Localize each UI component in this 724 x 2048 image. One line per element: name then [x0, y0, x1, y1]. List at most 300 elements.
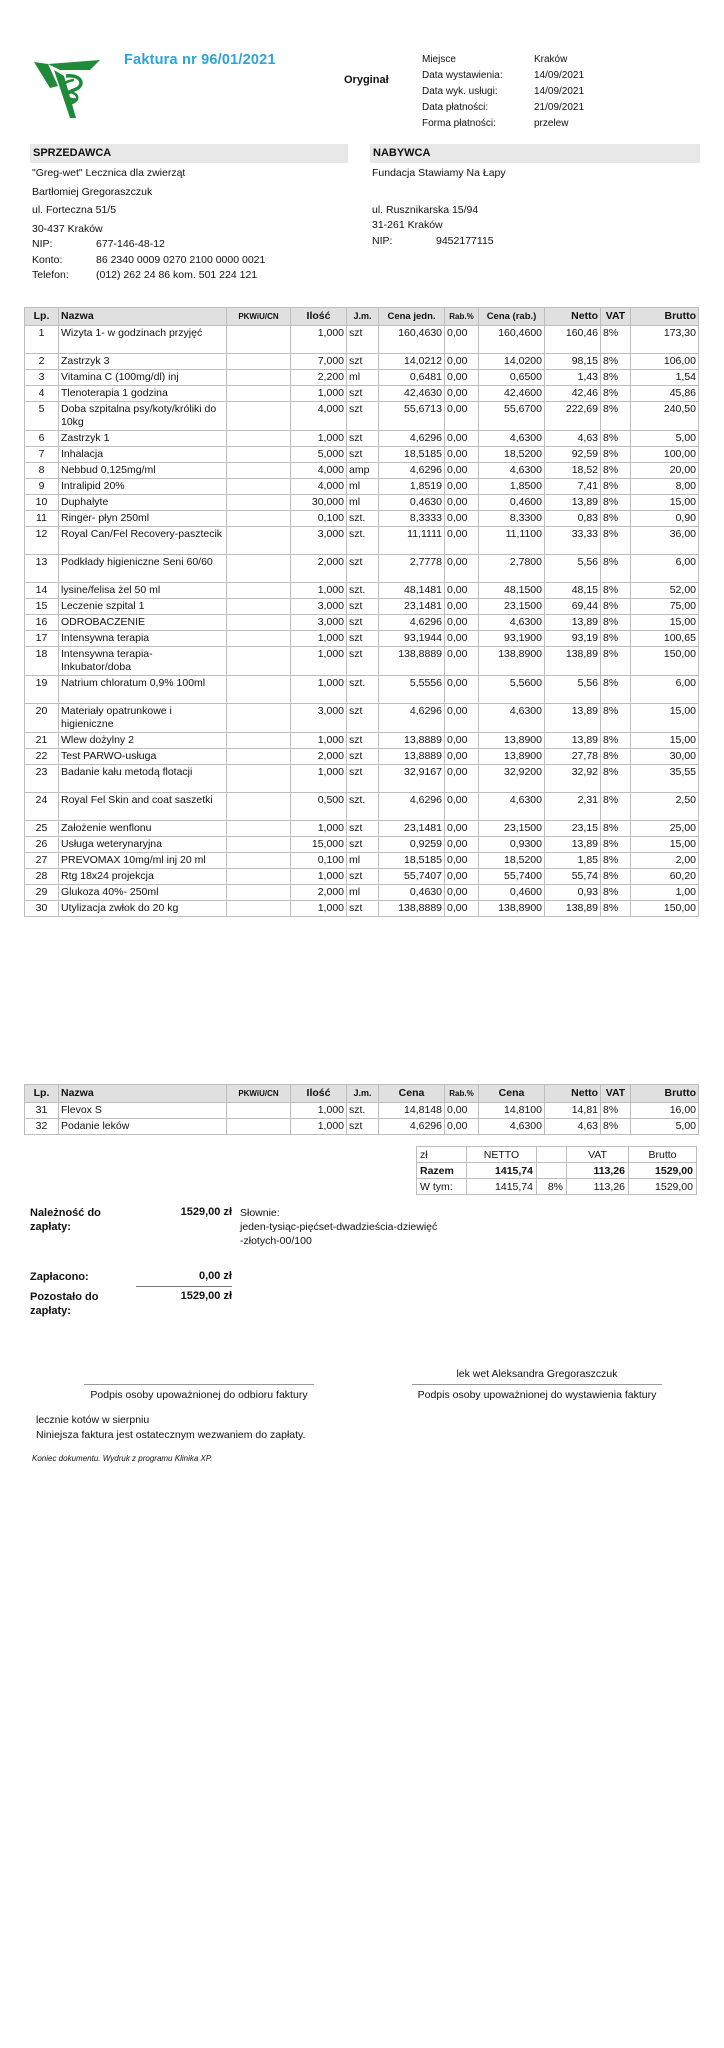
- seller-heading: SPRZEDAWCA: [30, 144, 348, 163]
- seller-account: [32, 253, 352, 269]
- cell-lp: 20: [25, 704, 59, 733]
- cell-rab: 0,00: [445, 733, 479, 749]
- cell-rab: 0,00: [445, 837, 479, 853]
- cell-pkwiu: [227, 615, 291, 631]
- cell-gross: 2,50: [631, 793, 699, 821]
- table-row: [25, 793, 699, 821]
- cell-rab: 0,00: [445, 402, 479, 431]
- cell-net: 92,59: [545, 447, 601, 463]
- cell-net: 1,43: [545, 370, 601, 386]
- cell-unit: szt: [347, 869, 379, 885]
- cell-pkwiu: [227, 853, 291, 869]
- cell-name: Wizyta 1- w godzinach przyjęć: [59, 326, 227, 354]
- cell-unit: szt: [347, 837, 379, 853]
- table-row: [25, 733, 699, 749]
- cell-rab: 0,00: [445, 1103, 479, 1119]
- cell-net: 1,85: [545, 853, 601, 869]
- cell-net: 55,74: [545, 869, 601, 885]
- cell-name: Zastrzyk 3: [59, 354, 227, 370]
- cell-name: Założenie wenflonu: [59, 821, 227, 837]
- remaining-value: 1529,00 zł: [180, 1290, 232, 1302]
- cell-net: 13,89: [545, 704, 601, 733]
- col-price: Cena jedn.: [379, 308, 445, 326]
- cell-price-rab: 0,9300: [479, 837, 545, 853]
- cell-gross: 150,00: [631, 901, 699, 917]
- cell-pkwiu: [227, 631, 291, 647]
- buyer-name: Fundacja Stawiamy Na Łapy: [372, 167, 506, 179]
- cell-qty: 4,000: [291, 479, 347, 495]
- cell-rab: 0,00: [445, 555, 479, 583]
- cell-name: Utylizacja zwłok do 20 kg: [59, 901, 227, 917]
- cell-qty: 4,000: [291, 402, 347, 431]
- cell-price: 11,1111: [379, 527, 445, 555]
- cell-qty: 3,000: [291, 704, 347, 733]
- cell-net: 23,15: [545, 821, 601, 837]
- table-row: [25, 647, 699, 676]
- cell-unit: szt: [347, 555, 379, 583]
- cell-price-rab: 42,4600: [479, 386, 545, 402]
- cell-gross: 0,90: [631, 511, 699, 527]
- cell-price: 55,7407: [379, 869, 445, 885]
- cell-lp: 29: [25, 885, 59, 901]
- cell-lp: 13: [25, 555, 59, 583]
- cell-price: 4,6296: [379, 1119, 445, 1135]
- cell-price: 0,9259: [379, 837, 445, 853]
- cell-rab: 0,00: [445, 704, 479, 733]
- table-row: [25, 326, 699, 354]
- cell-qty: 1,000: [291, 1119, 347, 1135]
- cell-price-rab: 0,4600: [479, 885, 545, 901]
- cell-rab: 0,00: [445, 765, 479, 793]
- cell-lp: 27: [25, 853, 59, 869]
- table-row: [25, 431, 699, 447]
- cell-net: 160,46: [545, 326, 601, 354]
- cell-gross: 15,00: [631, 704, 699, 733]
- cell-gross: 15,00: [631, 495, 699, 511]
- cell-price-rab: 5,5600: [479, 676, 545, 704]
- cell-net: 98,15: [545, 354, 601, 370]
- buyer-nip-label: NIP:: [372, 234, 393, 247]
- cell-price: 1,8519: [379, 479, 445, 495]
- cell-price-rab: 11,1100: [479, 527, 545, 555]
- cell-vat: 8%: [601, 853, 631, 869]
- cell-gross: 8,00: [631, 479, 699, 495]
- cell-pkwiu: [227, 733, 291, 749]
- issuer-signature-caption: Podpis osoby upoważnionej do wystawienia faktury: [417, 1389, 657, 1401]
- cell-pkwiu: [227, 676, 291, 704]
- table-row: [25, 676, 699, 704]
- cell-unit: szt.: [347, 527, 379, 555]
- seller-nip: [32, 237, 352, 253]
- table-row: [25, 885, 699, 901]
- meta-place: [422, 52, 654, 68]
- amount-due-label: Należność do zapłaty:: [30, 1207, 101, 1233]
- cell-rab: 0,00: [445, 631, 479, 647]
- seller-owner: Bartłomiej Gregoraszczuk: [32, 185, 153, 198]
- cell-rab: 0,00: [445, 615, 479, 631]
- summary-of-vat: 113,26: [567, 1179, 629, 1195]
- cell-unit: szt: [347, 431, 379, 447]
- cell-price-rab: 138,8900: [479, 901, 545, 917]
- cell-price-rab: 14,8100: [479, 1103, 545, 1119]
- cell-qty: 0,100: [291, 511, 347, 527]
- cell-lp: 28: [25, 869, 59, 885]
- cell-net: 42,46: [545, 386, 601, 402]
- cell-net: 13,89: [545, 495, 601, 511]
- cell-lp: 12: [25, 527, 59, 555]
- summary-gross-header: Brutto: [629, 1147, 697, 1163]
- cell-vat: 8%: [601, 869, 631, 885]
- cell-price-rab: 160,4600: [479, 326, 545, 354]
- cell-vat: 8%: [601, 599, 631, 615]
- cell-net: 48,15: [545, 583, 601, 599]
- cell-unit: ml: [347, 479, 379, 495]
- cell-vat: 8%: [601, 447, 631, 463]
- table-row: [25, 555, 699, 583]
- cell-unit: szt: [347, 733, 379, 749]
- cell-rab: 0,00: [445, 326, 479, 354]
- cell-pkwiu: [227, 431, 291, 447]
- document-footer: Koniec dokumentu. Wydruk z programu Klinika XP.: [32, 1454, 213, 1463]
- cell-rab: 0,00: [445, 885, 479, 901]
- cell-price: 23,1481: [379, 599, 445, 615]
- cell-net: 32,92: [545, 765, 601, 793]
- cell-pkwiu: [227, 447, 291, 463]
- cell-gross: 100,65: [631, 631, 699, 647]
- cell-qty: 1,000: [291, 765, 347, 793]
- words-line-2: -złotych-00/100: [240, 1235, 312, 1247]
- cell-price-rab: 13,8900: [479, 733, 545, 749]
- paid-underline: [136, 1286, 232, 1287]
- meta-label: Forma płatności:: [422, 118, 496, 129]
- cell-gross: 173,30: [631, 326, 699, 354]
- cell-net: 4,63: [545, 1119, 601, 1135]
- cell-lp: 19: [25, 676, 59, 704]
- cell-unit: szt: [347, 1119, 379, 1135]
- cell-price: 5,5556: [379, 676, 445, 704]
- table-row: [25, 463, 699, 479]
- issuer-name: lek wet Aleksandra Gregoraszczuk: [456, 1368, 618, 1380]
- col-gross: Brutto: [631, 1085, 699, 1103]
- cell-price: 160,4630: [379, 326, 445, 354]
- cell-lp: 11: [25, 511, 59, 527]
- cell-unit: szt.: [347, 676, 379, 704]
- cell-pkwiu: [227, 555, 291, 583]
- col-qty: Ilość: [291, 308, 347, 326]
- cell-vat: 8%: [601, 733, 631, 749]
- cell-price: 55,6713: [379, 402, 445, 431]
- note-line-2: Niniejsza faktura jest ostatecznym wezwaniem do zapłaty.: [36, 1429, 306, 1441]
- col-vat: VAT: [601, 1085, 631, 1103]
- cell-vat: 8%: [601, 386, 631, 402]
- cell-vat: 8%: [601, 837, 631, 853]
- cell-gross: 15,00: [631, 837, 699, 853]
- cell-rab: 0,00: [445, 599, 479, 615]
- cell-net: 13,89: [545, 733, 601, 749]
- cell-name: Zastrzyk 1: [59, 431, 227, 447]
- cell-pkwiu: [227, 901, 291, 917]
- cell-unit: szt: [347, 704, 379, 733]
- cell-unit: szt: [347, 326, 379, 354]
- cell-net: 7,41: [545, 479, 601, 495]
- col-name: Nazwa: [59, 1085, 227, 1103]
- meta-issue-date: [422, 68, 654, 84]
- summary-total-net: 1415,74: [467, 1163, 537, 1179]
- cell-vat: 8%: [601, 555, 631, 583]
- cell-gross: 35,55: [631, 765, 699, 793]
- cell-rab: 0,00: [445, 1119, 479, 1135]
- table-row: [25, 853, 699, 869]
- seller-phone: [32, 268, 352, 284]
- cell-price: 48,1481: [379, 583, 445, 599]
- cell-qty: 1,000: [291, 676, 347, 704]
- cell-price-rab: 55,7400: [479, 869, 545, 885]
- cell-gross: 15,00: [631, 615, 699, 631]
- summary-total-gross: 1529,00: [629, 1163, 697, 1179]
- cell-price: 18,5185: [379, 853, 445, 869]
- cell-rab: 0,00: [445, 527, 479, 555]
- col-vat: VAT: [601, 308, 631, 326]
- cell-price: 4,6296: [379, 704, 445, 733]
- cell-vat: 8%: [601, 463, 631, 479]
- cell-gross: 60,20: [631, 869, 699, 885]
- issuer-signature-line: [412, 1384, 662, 1385]
- cell-qty: 15,000: [291, 837, 347, 853]
- amount-in-words: [240, 1206, 480, 1248]
- cell-qty: 0,500: [291, 793, 347, 821]
- cell-name: Nebbud 0,125mg/ml: [59, 463, 227, 479]
- cell-pkwiu: [227, 704, 291, 733]
- cell-name: Intensywna terapia- Inkubator/doba: [59, 647, 227, 676]
- col-rab: Rab.%: [445, 308, 479, 326]
- cell-qty: 1,000: [291, 631, 347, 647]
- cell-price: 4,6296: [379, 615, 445, 631]
- cell-qty: 7,000: [291, 354, 347, 370]
- cell-unit: szt: [347, 631, 379, 647]
- cell-vat: 8%: [601, 511, 631, 527]
- cell-net: 138,89: [545, 647, 601, 676]
- cell-unit: szt.: [347, 1103, 379, 1119]
- cell-name: Royal Can/Fel Recovery-pasztecik: [59, 527, 227, 555]
- table-row: [25, 402, 699, 431]
- cell-lp: 2: [25, 354, 59, 370]
- cell-pkwiu: [227, 527, 291, 555]
- cell-vat: 8%: [601, 765, 631, 793]
- cell-vat: 8%: [601, 704, 631, 733]
- cell-lp: 16: [25, 615, 59, 631]
- cell-gross: 1,54: [631, 370, 699, 386]
- cell-gross: 5,00: [631, 431, 699, 447]
- table-row: [25, 583, 699, 599]
- words-line-1: jeden-tysiąc-pięćset-dwadzieścia-dziewięć: [240, 1221, 438, 1233]
- items-table-continued: [24, 1084, 699, 1135]
- clinic-logo-icon: [30, 56, 104, 120]
- cell-vat: 8%: [601, 793, 631, 821]
- cell-unit: szt: [347, 599, 379, 615]
- cell-unit: szt: [347, 749, 379, 765]
- seller-block: [32, 166, 352, 284]
- cell-price: 23,1481: [379, 821, 445, 837]
- cell-pkwiu: [227, 869, 291, 885]
- cell-rab: 0,00: [445, 853, 479, 869]
- cell-unit: szt: [347, 765, 379, 793]
- cell-unit: szt: [347, 354, 379, 370]
- meta-payment-form: [422, 116, 654, 132]
- cell-gross: 20,00: [631, 463, 699, 479]
- cell-qty: 0,100: [291, 853, 347, 869]
- col-net: Netto: [545, 1085, 601, 1103]
- cell-price: 138,8889: [379, 647, 445, 676]
- cell-gross: 2,00: [631, 853, 699, 869]
- buyer-city: 31-261 Kraków: [372, 219, 443, 231]
- cell-vat: 8%: [601, 527, 631, 555]
- seller-nip-label: NIP:: [32, 238, 53, 250]
- meta-value: 21/09/2021: [534, 102, 585, 113]
- cell-unit: szt: [347, 386, 379, 402]
- cell-pkwiu: [227, 479, 291, 495]
- cell-lp: 7: [25, 447, 59, 463]
- cell-price-rab: 23,1500: [479, 599, 545, 615]
- summary-of-rate: 8%: [537, 1179, 567, 1195]
- col-pkwiu: PKWiU/CN: [227, 1085, 291, 1103]
- summary-total-vat: 113,26: [567, 1163, 629, 1179]
- cell-name: Glukoza 40%- 250ml: [59, 885, 227, 901]
- cell-net: 18,52: [545, 463, 601, 479]
- cell-net: 14,81: [545, 1103, 601, 1119]
- cell-qty: 1,000: [291, 647, 347, 676]
- seller-phone-label: Telefon:: [32, 269, 69, 281]
- invoice-meta: [422, 52, 654, 132]
- cell-pkwiu: [227, 386, 291, 402]
- cell-gross: 30,00: [631, 749, 699, 765]
- col-gross: Brutto: [631, 308, 699, 326]
- col-net: Netto: [545, 308, 601, 326]
- cell-qty: 1,000: [291, 821, 347, 837]
- cell-name: Wlew dożylny 2: [59, 733, 227, 749]
- cell-qty: 4,000: [291, 463, 347, 479]
- cell-pkwiu: [227, 402, 291, 431]
- cell-vat: 8%: [601, 495, 631, 511]
- cell-name: Test PARWO-usługa: [59, 749, 227, 765]
- cell-pkwiu: [227, 749, 291, 765]
- meta-payment-date: [422, 100, 654, 116]
- cell-price-rab: 18,5200: [479, 447, 545, 463]
- cell-unit: szt.: [347, 511, 379, 527]
- cell-qty: 3,000: [291, 527, 347, 555]
- cell-gross: 15,00: [631, 733, 699, 749]
- meta-value: 14/09/2021: [534, 70, 585, 81]
- col-pkwiu: PKWiU/CN: [227, 308, 291, 326]
- cell-net: 27,78: [545, 749, 601, 765]
- cell-name: Intensywna terapia: [59, 631, 227, 647]
- col-rab: Rab.%: [445, 1085, 479, 1103]
- cell-price-rab: 4,6300: [479, 615, 545, 631]
- seller-street: ul. Forteczna 51/5: [32, 204, 117, 216]
- table-row: [25, 765, 699, 793]
- cell-lp: 32: [25, 1119, 59, 1135]
- cell-unit: szt: [347, 615, 379, 631]
- cell-price-rab: 4,6300: [479, 431, 545, 447]
- seller-phone-value: (012) 262 24 86 kom. 501 224 121: [96, 269, 258, 281]
- cell-lp: 4: [25, 386, 59, 402]
- summary-total-label: Razem: [417, 1163, 467, 1179]
- table-row: [25, 631, 699, 647]
- cell-price-rab: 138,8900: [479, 647, 545, 676]
- cell-name: Podkłady higieniczne Seni 60/60: [59, 555, 227, 583]
- cell-name: Podanie leków: [59, 1119, 227, 1135]
- cell-net: 13,89: [545, 615, 601, 631]
- buyer-street: ul. Rusznikarska 15/94: [372, 203, 479, 216]
- cell-gross: 6,00: [631, 555, 699, 583]
- meta-value: Kraków: [534, 54, 568, 65]
- cell-rab: 0,00: [445, 869, 479, 885]
- cell-pkwiu: [227, 326, 291, 354]
- cell-rab: 0,00: [445, 370, 479, 386]
- meta-label: Data wystawienia:: [422, 70, 503, 81]
- summary-total-rate: [537, 1163, 567, 1179]
- summary-of-which-row: [417, 1179, 697, 1195]
- receiver-signature-caption: Podpis osoby upoważnionej do odbioru faktury: [90, 1389, 308, 1401]
- cell-lp: 15: [25, 599, 59, 615]
- cell-lp: 30: [25, 901, 59, 917]
- cell-qty: 1,000: [291, 431, 347, 447]
- table-row: [25, 704, 699, 733]
- cell-price: 32,9167: [379, 765, 445, 793]
- cell-net: 0,93: [545, 885, 601, 901]
- cell-lp: 1: [25, 326, 59, 354]
- cell-price: 42,4630: [379, 386, 445, 402]
- summary-currency: zł: [417, 1147, 467, 1163]
- summary-total-row: [417, 1163, 697, 1179]
- cell-unit: szt: [347, 447, 379, 463]
- cell-price: 13,8889: [379, 733, 445, 749]
- cell-pkwiu: [227, 354, 291, 370]
- seller-account-value: 86 2340 0009 0270 2100 0000 0021: [96, 253, 266, 266]
- table-row: [25, 869, 699, 885]
- items-header-row: [25, 1085, 699, 1103]
- cell-gross: 45,86: [631, 386, 699, 402]
- cell-price: 2,7778: [379, 555, 445, 583]
- table-row: [25, 749, 699, 765]
- cell-name: Tlenoterapia 1 godzina: [59, 386, 227, 402]
- cell-lp: 3: [25, 370, 59, 386]
- cell-net: 138,89: [545, 901, 601, 917]
- buyer-block: [372, 166, 692, 249]
- cell-lp: 5: [25, 402, 59, 431]
- cell-net: 13,89: [545, 837, 601, 853]
- paid-value: 0,00 zł: [198, 1270, 232, 1282]
- cell-unit: szt: [347, 901, 379, 917]
- cell-name: PREVOMAX 10mg/ml inj 20 ml: [59, 853, 227, 869]
- cell-net: 5,56: [545, 555, 601, 583]
- table-row: [25, 901, 699, 917]
- cell-lp: 24: [25, 793, 59, 821]
- summary-of-which-label: W tym:: [417, 1179, 467, 1195]
- cell-qty: 2,000: [291, 749, 347, 765]
- words-label: Słownie:: [240, 1207, 280, 1219]
- cell-qty: 3,000: [291, 599, 347, 615]
- cell-qty: 3,000: [291, 615, 347, 631]
- cell-price: 14,8148: [379, 1103, 445, 1119]
- cell-pkwiu: [227, 821, 291, 837]
- cell-net: 93,19: [545, 631, 601, 647]
- cell-rab: 0,00: [445, 821, 479, 837]
- table-row: [25, 599, 699, 615]
- cell-price-rab: 1,8500: [479, 479, 545, 495]
- summary-net-header: NETTO: [467, 1147, 537, 1163]
- cell-gross: 150,00: [631, 647, 699, 676]
- summary-vat-header: VAT: [567, 1147, 629, 1163]
